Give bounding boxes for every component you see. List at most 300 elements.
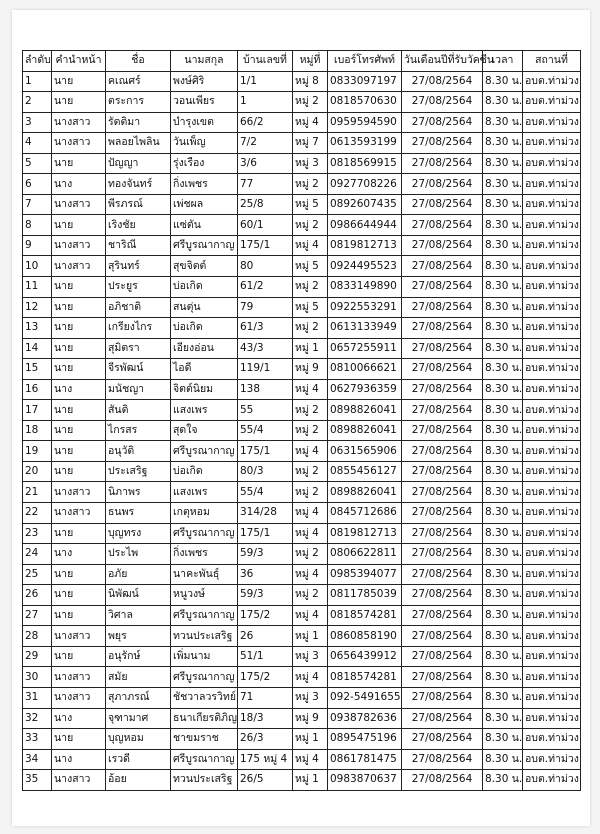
cell-location: อบต.ท่าม่วง [523, 646, 581, 667]
cell-village: หมู่ 4 [293, 605, 328, 626]
cell-first-name: พยุร [106, 626, 171, 647]
cell-last-name: เอียงอ่อน [171, 338, 238, 359]
table-row [23, 400, 581, 421]
cell-last-name: ศรีบูรณากาญ [171, 523, 238, 544]
cell-location: อบต.ท่าม่วง [523, 749, 581, 770]
cell-village: หมู่ 9 [293, 708, 328, 729]
table-row [23, 194, 581, 215]
cell-phone: 0924495523 [328, 256, 402, 277]
cell-first-name: ประไพ [106, 544, 171, 565]
cell-house-no: 55 [238, 400, 293, 421]
cell-time: 8.30 น. [483, 318, 523, 339]
cell-phone: 0938782636 [328, 708, 402, 729]
cell-phone: 0627936359 [328, 379, 402, 400]
cell-time: 8.30 น. [483, 523, 523, 544]
cell-vaccine-date: 27/08/2564 [402, 646, 483, 667]
cell-prefix: นาง [52, 708, 106, 729]
cell-phone: 0860858190 [328, 626, 402, 647]
cell-first-name: พีรภรณ์ [106, 194, 171, 215]
cell-last-name: จิตต์นิยม [171, 379, 238, 400]
cell-village: หมู่ 4 [293, 564, 328, 585]
cell-time: 8.30 น. [483, 174, 523, 195]
table-row [23, 441, 581, 462]
cell-first-name: วิศาล [106, 605, 171, 626]
table-row [23, 235, 581, 256]
cell-time: 8.30 น. [483, 379, 523, 400]
cell-phone: 0613133949 [328, 318, 402, 339]
cell-location: อบต.ท่าม่วง [523, 585, 581, 606]
cell-prefix: นาง [52, 174, 106, 195]
cell-prefix: นางสาว [52, 687, 106, 708]
table-row [23, 461, 581, 482]
cell-phone: 0898826041 [328, 420, 402, 441]
cell-vaccine-date: 27/08/2564 [402, 174, 483, 195]
cell-house-no: 80 [238, 256, 293, 277]
cell-last-name: กิ่งเพชร [171, 174, 238, 195]
cell-phone: 092-5491655 [328, 687, 402, 708]
cell-no: 31 [23, 687, 52, 708]
cell-time: 8.30 น. [483, 729, 523, 750]
cell-phone: 0922553291 [328, 297, 402, 318]
cell-phone: 0959594590 [328, 112, 402, 133]
cell-location: อบต.ท่าม่วง [523, 482, 581, 503]
cell-first-name: จุฑามาศ [106, 708, 171, 729]
cell-house-no: 3/6 [238, 153, 293, 174]
cell-prefix: นาย [52, 153, 106, 174]
cell-house-no: 59/3 [238, 585, 293, 606]
cell-time: 8.30 น. [483, 585, 523, 606]
table-row [23, 133, 581, 154]
table-row [23, 687, 581, 708]
cell-village: หมู่ 4 [293, 667, 328, 688]
table-row [23, 667, 581, 688]
cell-prefix: นางสาว [52, 194, 106, 215]
cell-location: อบต.ท่าม่วง [523, 708, 581, 729]
cell-house-no: 175/2 [238, 667, 293, 688]
table-row [23, 585, 581, 606]
cell-time: 8.30 น. [483, 605, 523, 626]
cell-time: 8.30 น. [483, 112, 523, 133]
cell-village: หมู่ 4 [293, 235, 328, 256]
cell-phone: 0861781475 [328, 749, 402, 770]
document-page [12, 10, 590, 826]
cell-house-no: 66/2 [238, 112, 293, 133]
header-time: เวลา [483, 51, 523, 72]
table-row [23, 379, 581, 400]
cell-house-no: 55/4 [238, 420, 293, 441]
cell-last-name: วันเพ็ญ [171, 133, 238, 154]
table-row [23, 318, 581, 339]
cell-last-name: ชาขมราช [171, 729, 238, 750]
cell-last-name: บ่อเกิด [171, 277, 238, 298]
cell-phone: 0818574281 [328, 605, 402, 626]
cell-phone: 0811785039 [328, 585, 402, 606]
cell-phone: 0845712686 [328, 503, 402, 524]
cell-phone: 0833097197 [328, 71, 402, 92]
cell-village: หมู่ 4 [293, 503, 328, 524]
cell-phone: 0855456127 [328, 461, 402, 482]
cell-house-no: 7/2 [238, 133, 293, 154]
cell-vaccine-date: 27/08/2564 [402, 441, 483, 462]
cell-location: อบต.ท่าม่วง [523, 523, 581, 544]
table-row [23, 646, 581, 667]
cell-prefix: นาย [52, 729, 106, 750]
cell-time: 8.30 น. [483, 667, 523, 688]
cell-first-name: นิพัฒน์ [106, 585, 171, 606]
cell-last-name: รุ่งเรือง [171, 153, 238, 174]
cell-village: หมู่ 3 [293, 687, 328, 708]
cell-last-name: แสงเพร [171, 400, 238, 421]
cell-phone: 0819812713 [328, 235, 402, 256]
cell-last-name: สุขจิตต์ [171, 256, 238, 277]
cell-location: อบต.ท่าม่วง [523, 338, 581, 359]
cell-last-name: บ่อเกิด [171, 461, 238, 482]
table-row [23, 92, 581, 113]
cell-first-name: อนุวัติ [106, 441, 171, 462]
table-row [23, 174, 581, 195]
cell-last-name: สนตุ่น [171, 297, 238, 318]
cell-last-name: ทวนประเสริฐ [171, 626, 238, 647]
table-row [23, 71, 581, 92]
cell-no: 28 [23, 626, 52, 647]
cell-prefix: นางสาว [52, 112, 106, 133]
cell-prefix: นาย [52, 400, 106, 421]
cell-first-name: ทองจันทร์ [106, 174, 171, 195]
table-row [23, 256, 581, 277]
table-row [23, 338, 581, 359]
cell-location: อบต.ท่าม่วง [523, 277, 581, 298]
cell-house-no: 55/4 [238, 482, 293, 503]
cell-vaccine-date: 27/08/2564 [402, 112, 483, 133]
cell-last-name: ชัชวาลวรวิทย์ [171, 687, 238, 708]
cell-no: 26 [23, 585, 52, 606]
cell-location: อบต.ท่าม่วง [523, 112, 581, 133]
cell-prefix: นางสาว [52, 503, 106, 524]
vaccine-registration-table [22, 50, 581, 791]
cell-time: 8.30 น. [483, 277, 523, 298]
cell-vaccine-date: 27/08/2564 [402, 400, 483, 421]
cell-no: 21 [23, 482, 52, 503]
table-row [23, 503, 581, 524]
cell-first-name: ประเสริฐ [106, 461, 171, 482]
cell-prefix: นาย [52, 441, 106, 462]
cell-house-no: 51/1 [238, 646, 293, 667]
cell-prefix: นาย [52, 359, 106, 380]
cell-location: อบต.ท่าม่วง [523, 400, 581, 421]
table-row [23, 153, 581, 174]
cell-village: หมู่ 1 [293, 729, 328, 750]
cell-location: อบต.ท่าม่วง [523, 687, 581, 708]
cell-first-name: เรวดี [106, 749, 171, 770]
cell-first-name: บุญหอม [106, 729, 171, 750]
cell-prefix: นาย [52, 523, 106, 544]
table-row [23, 420, 581, 441]
cell-no: 20 [23, 461, 52, 482]
cell-no: 19 [23, 441, 52, 462]
cell-prefix: นาย [52, 297, 106, 318]
cell-vaccine-date: 27/08/2564 [402, 359, 483, 380]
cell-house-no: 119/1 [238, 359, 293, 380]
cell-prefix: นางสาว [52, 667, 106, 688]
cell-village: หมู่ 2 [293, 277, 328, 298]
cell-first-name: ธนพร [106, 503, 171, 524]
cell-vaccine-date: 27/08/2564 [402, 318, 483, 339]
cell-vaccine-date: 27/08/2564 [402, 215, 483, 236]
cell-no: 33 [23, 729, 52, 750]
cell-phone: 0983870637 [328, 770, 402, 791]
table-header-row [23, 51, 581, 72]
cell-house-no: 175/1 [238, 441, 293, 462]
cell-house-no: 26 [238, 626, 293, 647]
cell-village: หมู่ 8 [293, 71, 328, 92]
cell-location: อบต.ท่าม่วง [523, 564, 581, 585]
cell-prefix: นางสาว [52, 235, 106, 256]
table-row [23, 564, 581, 585]
cell-no: 9 [23, 235, 52, 256]
cell-no: 1 [23, 71, 52, 92]
cell-no: 10 [23, 256, 52, 277]
cell-house-no: 314/28 [238, 503, 293, 524]
cell-prefix: นางสาว [52, 256, 106, 277]
cell-time: 8.30 น. [483, 626, 523, 647]
cell-vaccine-date: 27/08/2564 [402, 256, 483, 277]
cell-no: 3 [23, 112, 52, 133]
cell-first-name: ปัญญา [106, 153, 171, 174]
cell-location: อบต.ท่าม่วง [523, 770, 581, 791]
cell-vaccine-date: 27/08/2564 [402, 544, 483, 565]
cell-vaccine-date: 27/08/2564 [402, 564, 483, 585]
cell-last-name: ไอดี [171, 359, 238, 380]
cell-phone: 0986644944 [328, 215, 402, 236]
cell-prefix: นาย [52, 338, 106, 359]
cell-phone: 0818570630 [328, 92, 402, 113]
cell-village: หมู่ 3 [293, 153, 328, 174]
cell-time: 8.30 น. [483, 71, 523, 92]
cell-no: 15 [23, 359, 52, 380]
cell-prefix: นาย [52, 92, 106, 113]
cell-prefix: นางสาว [52, 626, 106, 647]
cell-last-name: แสงเพร [171, 482, 238, 503]
cell-last-name: บ่อเกิด [171, 318, 238, 339]
cell-time: 8.30 น. [483, 400, 523, 421]
cell-village: หมู่ 2 [293, 174, 328, 195]
cell-vaccine-date: 27/08/2564 [402, 585, 483, 606]
cell-house-no: 26/5 [238, 770, 293, 791]
cell-prefix: นาย [52, 646, 106, 667]
cell-last-name: เพิ่มนาม [171, 646, 238, 667]
cell-phone: 0806622811 [328, 544, 402, 565]
cell-house-no: 80/3 [238, 461, 293, 482]
cell-first-name: คเณศร์ [106, 71, 171, 92]
cell-no: 34 [23, 749, 52, 770]
cell-vaccine-date: 27/08/2564 [402, 92, 483, 113]
cell-last-name: ศรีบูรณากาญ [171, 667, 238, 688]
cell-last-name: เกตุหอม [171, 503, 238, 524]
cell-phone: 0892607435 [328, 194, 402, 215]
cell-last-name: ศรีบูรณากาญ [171, 235, 238, 256]
table-row [23, 297, 581, 318]
cell-time: 8.30 น. [483, 770, 523, 791]
cell-location: อบต.ท่าม่วง [523, 71, 581, 92]
cell-village: หมู่ 1 [293, 770, 328, 791]
cell-first-name: สุภาภรณ์ [106, 687, 171, 708]
cell-last-name: พงษ์ศิริ [171, 71, 238, 92]
cell-last-name: ธนาเกียรติภิญ [171, 708, 238, 729]
cell-time: 8.30 น. [483, 503, 523, 524]
cell-house-no: 175/2 [238, 605, 293, 626]
cell-time: 8.30 น. [483, 153, 523, 174]
cell-first-name: ชาริณี [106, 235, 171, 256]
cell-vaccine-date: 27/08/2564 [402, 503, 483, 524]
cell-vaccine-date: 27/08/2564 [402, 687, 483, 708]
cell-location: อบต.ท่าม่วง [523, 235, 581, 256]
cell-vaccine-date: 27/08/2564 [402, 770, 483, 791]
cell-phone: 0810066621 [328, 359, 402, 380]
header-last-name: นามสกุล [171, 51, 238, 72]
table-body [23, 71, 581, 790]
cell-village: หมู่ 4 [293, 523, 328, 544]
cell-vaccine-date: 27/08/2564 [402, 71, 483, 92]
cell-time: 8.30 น. [483, 338, 523, 359]
cell-last-name: กิ่งเพชร [171, 544, 238, 565]
cell-no: 23 [23, 523, 52, 544]
cell-time: 8.30 น. [483, 92, 523, 113]
cell-no: 17 [23, 400, 52, 421]
cell-village: หมู่ 2 [293, 482, 328, 503]
cell-village: หมู่ 2 [293, 92, 328, 113]
cell-time: 8.30 น. [483, 564, 523, 585]
cell-house-no: 175 หมู่ 4 [238, 749, 293, 770]
header-vaccine-date: วันเดือนปีที่รับวัคซีน [402, 51, 483, 72]
cell-village: หมู่ 4 [293, 112, 328, 133]
cell-time: 8.30 น. [483, 461, 523, 482]
cell-location: อบต.ท่าม่วง [523, 92, 581, 113]
cell-vaccine-date: 27/08/2564 [402, 523, 483, 544]
cell-prefix: นาง [52, 544, 106, 565]
cell-location: อบต.ท่าม่วง [523, 133, 581, 154]
cell-no: 12 [23, 297, 52, 318]
cell-last-name: บำรุงเขต [171, 112, 238, 133]
table-row [23, 523, 581, 544]
cell-location: อบต.ท่าม่วง [523, 420, 581, 441]
cell-location: อบต.ท่าม่วง [523, 667, 581, 688]
table-row [23, 729, 581, 750]
cell-no: 27 [23, 605, 52, 626]
cell-location: อบต.ท่าม่วง [523, 729, 581, 750]
table-row [23, 544, 581, 565]
cell-last-name: วอนเพียร [171, 92, 238, 113]
cell-village: หมู่ 2 [293, 420, 328, 441]
cell-time: 8.30 น. [483, 297, 523, 318]
cell-first-name: ตระการ [106, 92, 171, 113]
cell-no: 25 [23, 564, 52, 585]
cell-location: อบต.ท่าม่วง [523, 256, 581, 277]
cell-vaccine-date: 27/08/2564 [402, 626, 483, 647]
cell-time: 8.30 น. [483, 482, 523, 503]
cell-first-name: อภัย [106, 564, 171, 585]
cell-last-name: แซ่ตัน [171, 215, 238, 236]
cell-village: หมู่ 2 [293, 400, 328, 421]
cell-prefix: นาย [52, 461, 106, 482]
table-row [23, 482, 581, 503]
cell-house-no: 61/2 [238, 277, 293, 298]
header-location: สถานที่ [523, 51, 581, 72]
cell-house-no: 71 [238, 687, 293, 708]
cell-location: อบต.ท่าม่วง [523, 153, 581, 174]
cell-village: หมู่ 2 [293, 585, 328, 606]
cell-prefix: นาย [52, 215, 106, 236]
cell-no: 32 [23, 708, 52, 729]
cell-village: หมู่ 3 [293, 646, 328, 667]
cell-time: 8.30 น. [483, 256, 523, 277]
cell-time: 8.30 น. [483, 133, 523, 154]
header-no: ลำดับ [23, 51, 52, 72]
cell-no: 7 [23, 194, 52, 215]
cell-phone: 0613593199 [328, 133, 402, 154]
cell-no: 11 [23, 277, 52, 298]
cell-house-no: 18/3 [238, 708, 293, 729]
cell-first-name: เริงชัย [106, 215, 171, 236]
cell-prefix: นางสาว [52, 133, 106, 154]
cell-no: 5 [23, 153, 52, 174]
table-row [23, 215, 581, 236]
cell-first-name: อนุรักษ์ [106, 646, 171, 667]
cell-no: 16 [23, 379, 52, 400]
cell-house-no: 43/3 [238, 338, 293, 359]
cell-first-name: สุมิตรา [106, 338, 171, 359]
cell-location: อบต.ท่าม่วง [523, 297, 581, 318]
cell-phone: 0818569915 [328, 153, 402, 174]
cell-house-no: 61/3 [238, 318, 293, 339]
cell-time: 8.30 น. [483, 420, 523, 441]
cell-no: 2 [23, 92, 52, 113]
cell-location: อบต.ท่าม่วง [523, 544, 581, 565]
cell-vaccine-date: 27/08/2564 [402, 194, 483, 215]
cell-vaccine-date: 27/08/2564 [402, 379, 483, 400]
cell-phone: 0818574281 [328, 667, 402, 688]
cell-last-name: หนูวงษ์ [171, 585, 238, 606]
header-prefix: คำนำหน้า [52, 51, 106, 72]
cell-vaccine-date: 27/08/2564 [402, 729, 483, 750]
cell-phone: 0985394077 [328, 564, 402, 585]
cell-time: 8.30 น. [483, 359, 523, 380]
table-row [23, 359, 581, 380]
cell-first-name: เกรียงไกร [106, 318, 171, 339]
cell-first-name: บุญทรง [106, 523, 171, 544]
cell-time: 8.30 น. [483, 235, 523, 256]
cell-house-no: 1/1 [238, 71, 293, 92]
table-row [23, 708, 581, 729]
cell-time: 8.30 น. [483, 215, 523, 236]
cell-prefix: นางสาว [52, 770, 106, 791]
cell-location: อบต.ท่าม่วง [523, 194, 581, 215]
cell-village: หมู่ 5 [293, 256, 328, 277]
cell-prefix: นาย [52, 585, 106, 606]
cell-location: อบต.ท่าม่วง [523, 503, 581, 524]
cell-village: หมู่ 1 [293, 338, 328, 359]
table-row [23, 277, 581, 298]
cell-no: 30 [23, 667, 52, 688]
cell-location: อบต.ท่าม่วง [523, 626, 581, 647]
cell-phone: 0631565906 [328, 441, 402, 462]
cell-first-name: จีรพัฒน์ [106, 359, 171, 380]
cell-time: 8.30 น. [483, 194, 523, 215]
cell-no: 22 [23, 503, 52, 524]
cell-vaccine-date: 27/08/2564 [402, 749, 483, 770]
cell-village: หมู่ 7 [293, 133, 328, 154]
cell-time: 8.30 น. [483, 749, 523, 770]
table-row [23, 770, 581, 791]
